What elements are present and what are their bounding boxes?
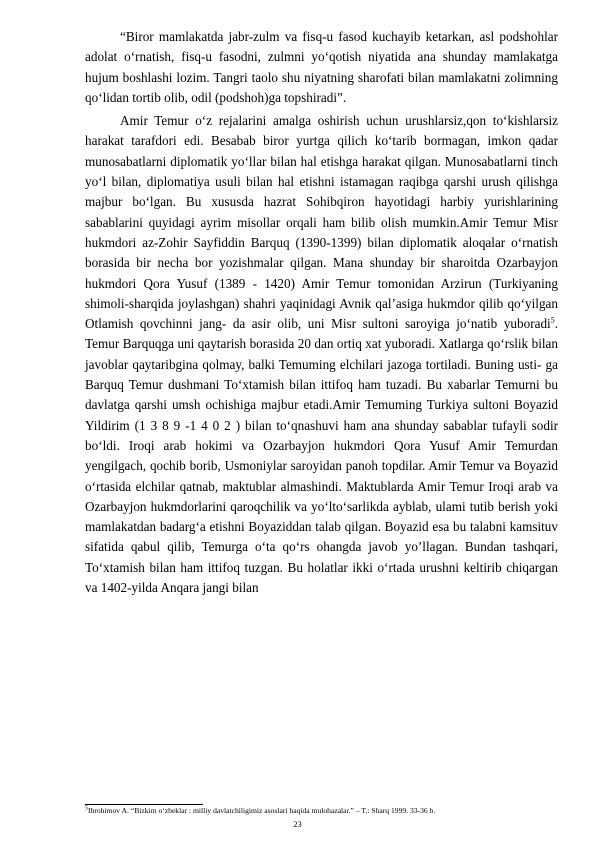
- paragraph-quote: “Biror mamlakatda jabr-zulm va fisq-u fasod kuchayib ketarkan, asl podshohlar adolat o‘rnatish, fisq-u fasodni, zulmni yo‘qotish niyatida ana shunday mamlakatga hujum boshlashi lozim. Tangri taolo shu niyatning sharofati bilan mamlakatni zolimning qo‘lidan tortib olib, odil (podshoh)ga topshiradi”.: [85, 29, 558, 105]
- footnote: [85, 806, 565, 816]
- paragraph-main-part-2: . Temur Barquqga uni qaytarish borasida 20 dan ortiq xat yuboradi. Xatlarga qo‘rslik bilan javoblar qaytaribgina qolmay, balki Temuming elchilari jazoga tortiladi. Buning usti- ga Barquq Temur dushmani To‘xtamish bilan ittifoq ham tuzadi. Bu xabarlar Temurni bu davlatga qarshi umsh ochishiga majbur etadi.Amir Temuming Turkiya sultoni Boyazid Yildirim (1 3 8 9 -1 4 0 2 ) bilan to‘qnashuvi ham ana shunday sabablar tufayli sodir bo‘ldi. Iroqi arab hokimi va Ozarbayjon hukmdori Qora Yusuf Amir Temurdan yengilgach, qochib borib, Usmoniylar saroyidan panoh topdilar. Amir Temur va Boyazid o‘rtasida elchilar qatnab, maktublar almashindi. Maktublarda Amir Temur Iroqi arab va Ozarbayjon hukmdorlarini qaroqchilik va yo‘lto‘sarlikda ayblab, ulami tutib berish yoki mamlakatdan badarg‘a etishni Boyaziddan talab qilgan. Boyazid esa bu talabni kamsituv sifatida qabul qilib, Temurga o‘ta qo‘rs ohangda javob yo’llagan. Bundan tashqari, To‘xtamish bilan ham ittifoq tuzgan. Bu holatlar ikki o‘rtada urushni keltirib chiqargan va 1402-yilda Anqara jangi bilan: [85, 316, 558, 596]
- document-page: [85, 27, 558, 598]
- footnote-number: 5: [85, 805, 88, 812]
- paragraph-main: [85, 111, 558, 598]
- paragraph-main-part-1: Amir Temur o‘z rejalarini amalga oshirish uchun urushlarsiz,qon to‘kishlarsiz harakat tarafdori edi. Besabab biror yurtga qilich ko‘tarib bormagan, imkon qadar munosabatlarni diplomatik yo‘llar bilan hal etishga harakat qilgan. Munosabatlarni tinch yo‘l bilan, diplomatiya usuli bilan hal etishni istamagan raqibga qarshi urush qilishga majbur bo‘lgan. Bu xususda hazrat Sohibqiron hayotidagi harbiy yurishlarining sabablarini quyidagi ayrim misollar orqali ham bilib olish mumkin.Amir Temur Misr hukmdori az-Zohir Sayfiddin Barquq (1390-1399) bilan diplomatik aloqalar o‘rnatish borasida bir necha bor yozishmalar qilgan. Mana shunday bir sharoitda Ozarbayjon hukmdori Qora Yusuf (1389 - 1420) Amir Temur tomonidan Arzirun (Turkiyaning shimoli-sharqida joylashgan) shahri yaqinidagi Avnik qal’asiga hukmdor qilib qo‘yilgan Otlamish qovchinni jang- da asir olib, uni Misr sultoni saroyiga jo‘natib yuboradi: [85, 113, 558, 332]
- footnote-text: Ibrohimov A. “Bizkim o‘zbeklar : milliy davlatchiligimiz asoslari haqida mulohazalar.” – T.: Sharq 1999. 33-36 b.: [88, 806, 436, 815]
- footnote-separator: [85, 804, 203, 805]
- footnote-reference: 5: [550, 315, 555, 325]
- page-number: 23: [293, 819, 302, 829]
